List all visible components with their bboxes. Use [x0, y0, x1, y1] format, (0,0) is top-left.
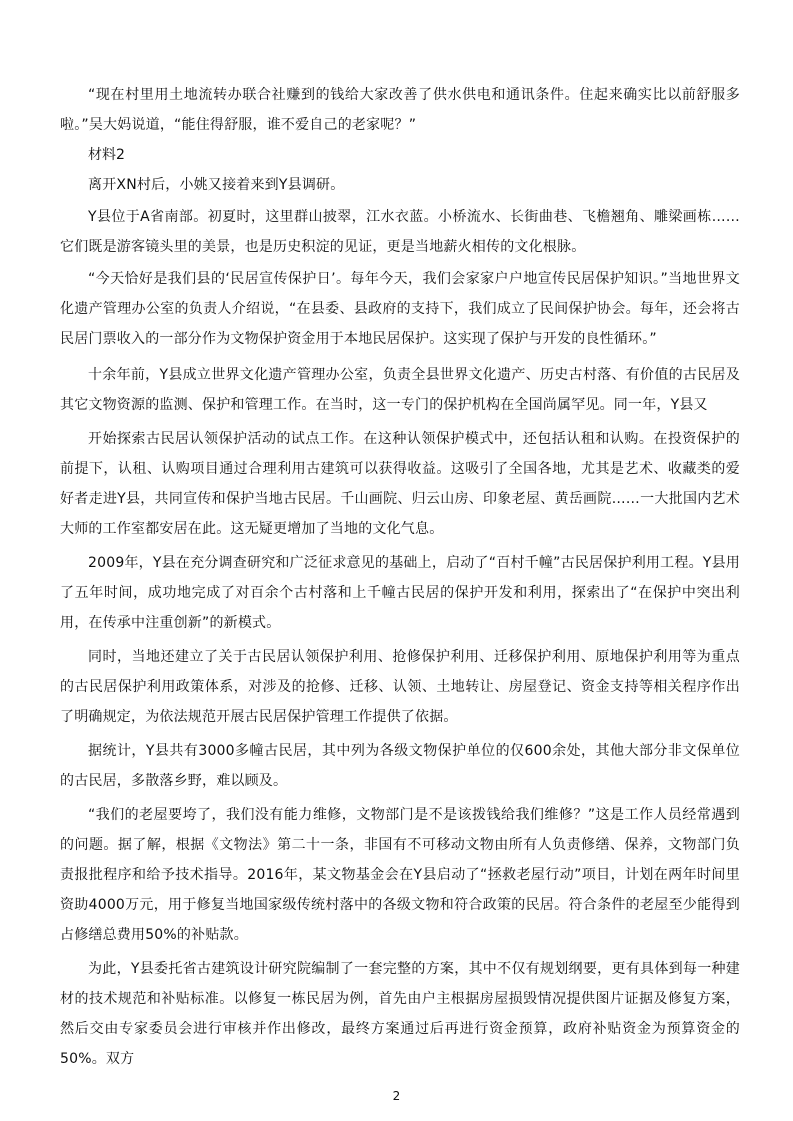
paragraph-11: 为此，Y县委托省古建筑设计研究院编制了一套完整的方案，其中不仅有规划纲要，更有具体到每一种建材的技术规范和补贴标准。以修复一栋民居为例，首先由户主根据房屋损毁情况提供图片证据及修复方案，然后交由专家委员会进行审核并作出修改，最终方案通过后再进行资金预算，政府补贴资金为预算资金的50%。双方	[60, 961, 740, 1067]
paragraph-6: 开始探索古民居认领保护活动的试点工作。在这种认领保护模式中，还包括认租和认购。在投资保护的前提下，认租、认购项目通过合理利用古建筑可以获得收益。这吸引了全国各地，尤其是艺术、收藏类的爱好者走进Y县，共同宣传和保护当地古民居。千山画院、归云山房、印象老屋、黄岳画院……一大批国内艺术大师的工作室都安居在此。这无疑更增加了当地的文化气息。	[60, 431, 740, 537]
paragraph-8: 同时，当地还建立了关于古民居认领保护利用、抢修保护利用、迁移保护利用、原地保护利用等为重点的古民居保护利用政策体系，对涉及的抢修、迁移、认领、土地转让、房屋登记、资金支持等相关程序作出了明确规定，为依法规范开展古民居保护管理工作提供了依据。	[60, 649, 740, 725]
paragraph-10: “我们的老屋要垮了，我们没有能力维修，文物部门是不是该拨钱给我们维修？”这是工作人员经常遇到的问题。据了解，根据《文物法》第二十一条，非国有不可移动文物由所有人负责修缮、保养，文物部门负责报批程序和给予技术指导。2016年，某文物基金会在Y县启动了“拯救老屋行动”项目，计划在两年时间里资助4000万元，用于修复当地国家级传统村落中的各级文物和符合政策的民居。符合条件的老屋至少能得到占修缮总费用50%的补贴款。	[60, 807, 740, 943]
paragraph-3: Y县位于A省南部。初夏时，这里群山披翠，江水衣蓝。小桥流水、长街曲巷、飞檐翘角、雕梁画栋……它们既是游客镜头里的美景，也是历史积淀的见证，更是当地薪火相传的文化根脉。	[60, 209, 740, 255]
page-number: 2	[392, 1089, 401, 1103]
paragraph-7: 2009年，Y县在充分调查研究和广泛征求意见的基础上，启动了“百村千幢”古民居保护利用工程。Y县用了五年时间，成功地完成了对百余个古村落和上千幢古民居的保护开发和利用，探索出了“在保护中突出利用，在传承中注重创新”的新模式。	[60, 555, 740, 631]
section-heading-material-2: 材料2	[88, 147, 125, 163]
paragraph-5: 十余年前，Y县成立世界文化遗产管理办公室，负责全县世界文化遗产、历史古村落、有价值的古民居及其它文物资源的监测、保护和管理工作。在当时，这一专门的保护机构在全国尚属罕见。同一年，Y县又	[60, 367, 740, 413]
paragraph-1: “现在村里用土地流转办联合社赚到的钱给大家改善了供水供电和通讯条件。住起来确实比以前舒服多啦。”吴大妈说道，“能住得舒服，谁不爱自己的老家呢？”	[60, 87, 740, 133]
paragraph-2: 离开XN村后，小姚又接着来到Y县调研。	[88, 177, 345, 193]
paragraph-4: “今天恰好是我们县的‘民居宣传保护日’。每年今天，我们会家家户户地宣传民居保护知识。”当地世界文化遗产管理办公室的负责人介绍说，“在县委、县政府的支持下，我们成立了民间保护协会。每年，还会将古民居门票收入的一部分作为文物保护资金用于本地民居保护。这实现了保护与开发的良性循环。”	[60, 271, 740, 347]
paragraph-9: 据统计，Y县共有3000多幢古民居，其中列为各级文物保护单位的仅600余处，其他大部分非文保单位的古民居，多散落乡野，难以顾及。	[60, 743, 740, 789]
